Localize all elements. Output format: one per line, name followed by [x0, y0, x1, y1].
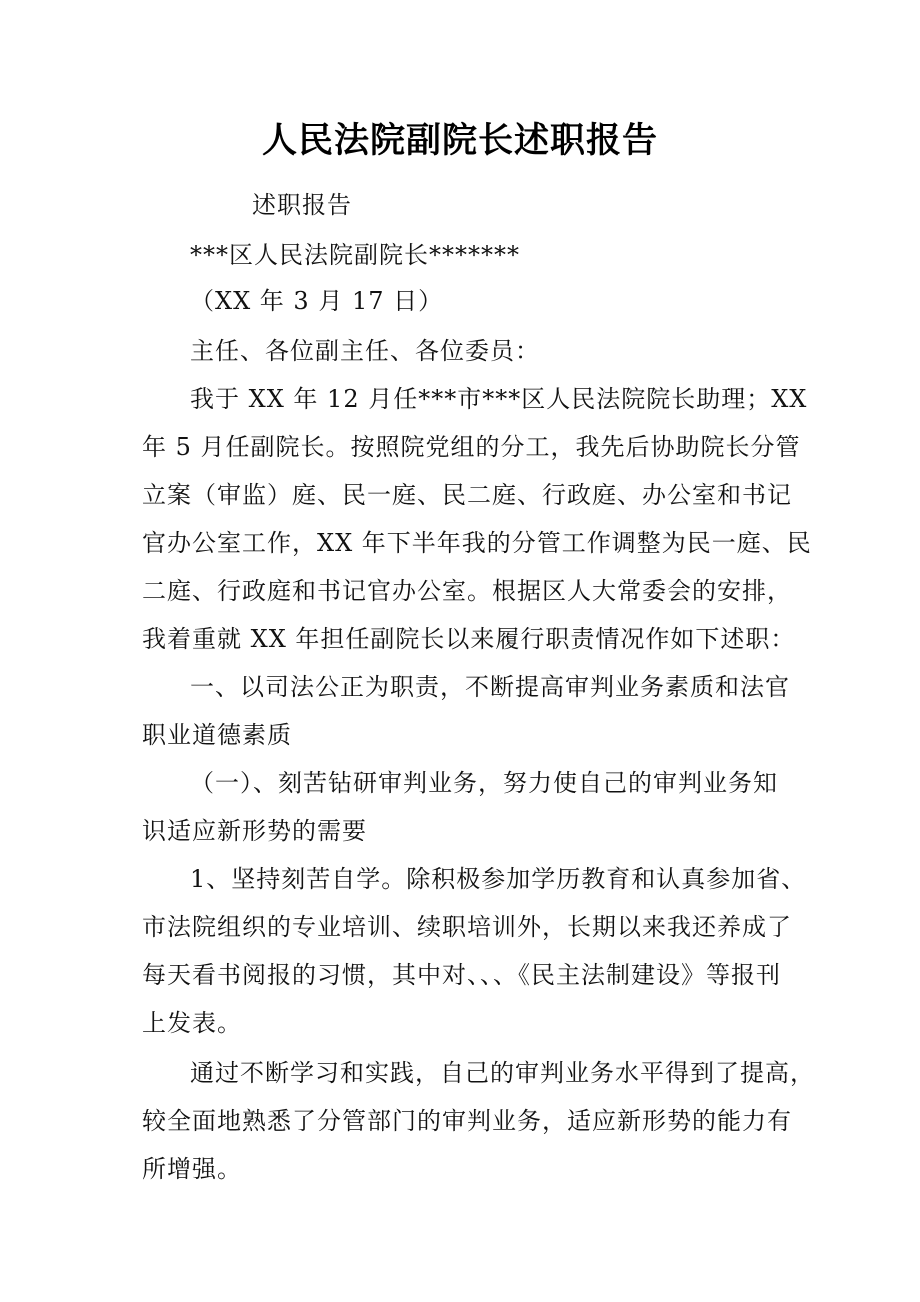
body-text-line: 市法院组织的专业培训、续职培训外，长期以来我还养成了 [142, 913, 792, 941]
body-text-line: 1、坚持刻苦自学。除积极参加学历教育和认真参加省、 [190, 865, 807, 893]
body-text-line: 较全面地熟悉了分管部门的审判业务，适应新形势的能力有 [142, 1107, 792, 1135]
body-text-line: 立案（审监）庭、民一庭、民二庭、行政庭、办公室和书记 [142, 481, 792, 509]
author-line: ***区人民法院副院长******* [190, 241, 520, 269]
salutation-line: 主任、各位副主任、各位委员： [190, 337, 540, 365]
subsection-heading-line: （一）、刻苦钻研审判业务，努力使自己的审判业务知 [190, 769, 778, 797]
subtitle-line: 述职报告 [252, 191, 352, 219]
subsection-heading-line: 识适应新形势的需要 [142, 817, 367, 845]
body-text-line: 每天看书阅报的习惯，其中对、、、《民主法制建设》等报刊 [142, 961, 781, 989]
body-text-line: 通过不断学习和实践，自己的审判业务水平得到了提高， [190, 1059, 815, 1087]
section-heading-line: 职业道德素质 [142, 721, 292, 749]
body-text-line: 年 5 月任副院长。按照院党组的分工，我先后协助院长分管 [142, 433, 801, 461]
date-line: （XX 年 3 月 17 日） [190, 287, 444, 315]
body-text-line: 我于 XX 年 12 月任***市***区人民法院院长助理；XX [190, 385, 808, 413]
body-text-line: 上发表。 [142, 1009, 242, 1037]
body-text-line: 官办公室工作，XX 年下半年我的分管工作调整为民一庭、民 [142, 529, 812, 557]
document-title: 人民法院副院长述职报告 [261, 121, 658, 161]
body-text-line: 所增强。 [142, 1155, 242, 1183]
section-heading-line: 一、以司法公正为职责，不断提高审判业务素质和法官 [190, 673, 790, 701]
body-text-line: 二庭、行政庭和书记官办公室。根据区人大常委会的安排， [142, 577, 792, 605]
body-text-line: 我着重就 XX 年担任副院长以来履行职责情况作如下述职： [142, 625, 796, 653]
